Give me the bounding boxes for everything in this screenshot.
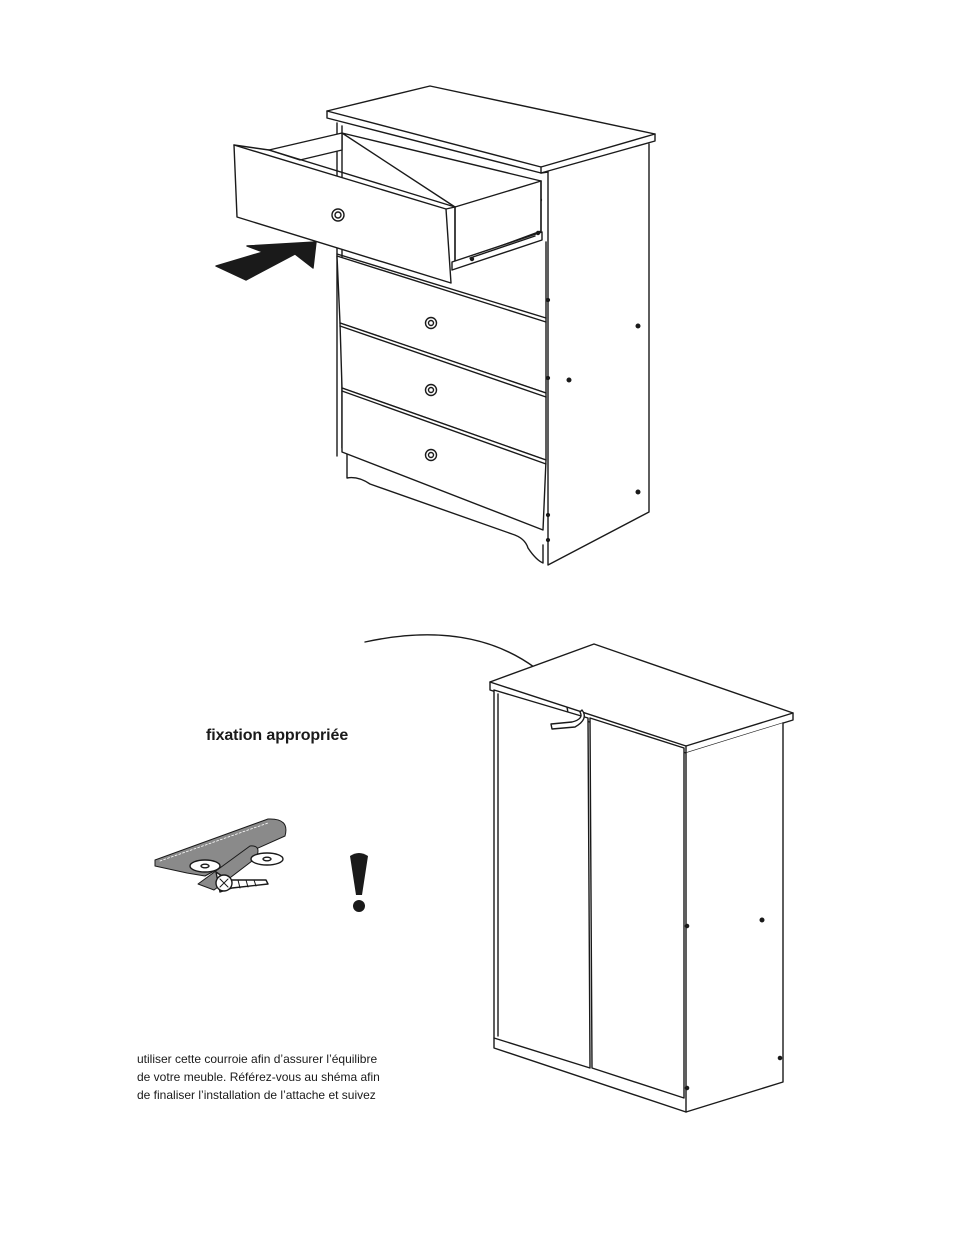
- drawer-3-knob-icon: [426, 385, 437, 396]
- wardrobe-side-panel: [686, 723, 783, 1112]
- drawer-2-knob-icon: [426, 318, 437, 329]
- wardrobe-right-door: [590, 718, 684, 1098]
- dresser-side-panel: [548, 144, 649, 565]
- instructions-line-2: de votre meuble. Référez-vous au shéma afin: [137, 1070, 380, 1084]
- push-arrow-icon: [216, 242, 316, 280]
- wardrobe-left-door: [494, 690, 590, 1068]
- drawer-1-knob-icon: [332, 209, 344, 221]
- warning-exclamation-icon: [350, 853, 368, 912]
- washer-icon: [251, 853, 283, 865]
- instructions-line-1: utiliser cette courroie afin d’assurer l’équilibre: [137, 1052, 378, 1066]
- drawer-4-knob-icon: [426, 450, 437, 461]
- wardrobe-illustration: [365, 635, 793, 1112]
- heading-proper-fixation: fixation appropriée: [206, 727, 349, 744]
- washer-icon: [190, 860, 220, 872]
- instructions-line-3: de finaliser l’installation de l’attache et suivez: [137, 1088, 376, 1102]
- strap-kit-illustration: [155, 819, 286, 892]
- dresser-illustration: [216, 86, 655, 565]
- instructions-text: [137, 1050, 427, 1104]
